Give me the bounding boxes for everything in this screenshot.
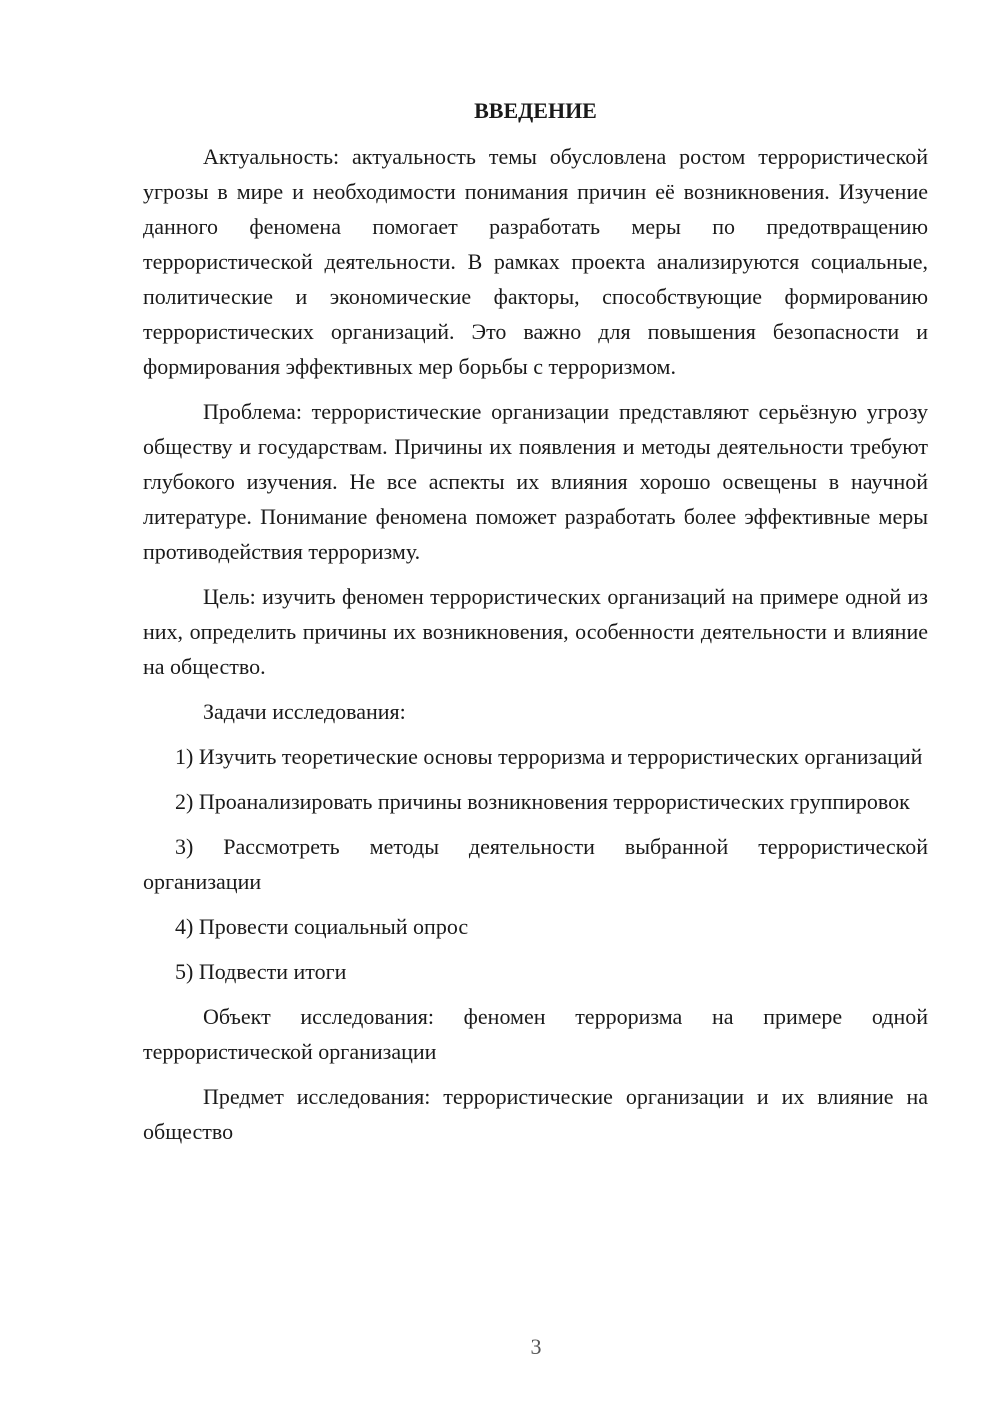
task-item: 5) Подвести итоги <box>175 959 347 984</box>
document-title: ВВЕДЕНИЕ <box>474 98 597 123</box>
page-number: 3 <box>530 1334 542 1359</box>
paragraph-object: Объект исследования: феномен терроризма на примере одной террористической организации <box>143 1004 928 1064</box>
task-item: 2) Проанализировать причины возникновения террористических группировок <box>175 789 910 814</box>
task-item: 1) Изучить теоретические основы терроризма и террористических организаций <box>175 744 923 769</box>
document-page <box>143 95 928 1159</box>
task-item: 4) Провести социальный опрос <box>175 914 469 939</box>
paragraph-subject: Предмет исследования: террористические организации и их влияние на общество <box>143 1084 928 1144</box>
task-item: 3) Рассмотреть методы деятельности выбранной террористической организации <box>143 834 928 894</box>
paragraph-problem: Проблема: террористические организации представляют серьёзную угрозу обществу и государствам. Причины их появления и методы деятельности требуют глубокого изучения. Не все аспекты их влияния хорошо освещены в научной литературе. Понимание феномена поможет разработать более эффективные меры противодействия терроризму. <box>143 399 928 564</box>
paragraph-relevance: Актуальность: актуальность темы обусловлена ростом террористической угрозы в мире и необходимости понимания причин её возникновения. Изучение данного феномена помогает разработать меры по предотвращению террористической деятельности. В рамках проекта анализируются социальные, политические и экономические факторы, способствующие формированию террористических организаций. Это важно для повышения безопасности и формирования эффективных мер борьбы с терроризмом. <box>143 144 928 379</box>
paragraph-goal: Цель: изучить феномен террористических организаций на примере одной из них, определить причины их возникновения, особенности деятельности и влияние на общество. <box>143 584 928 679</box>
tasks-heading: Задачи исследования: <box>203 699 406 724</box>
